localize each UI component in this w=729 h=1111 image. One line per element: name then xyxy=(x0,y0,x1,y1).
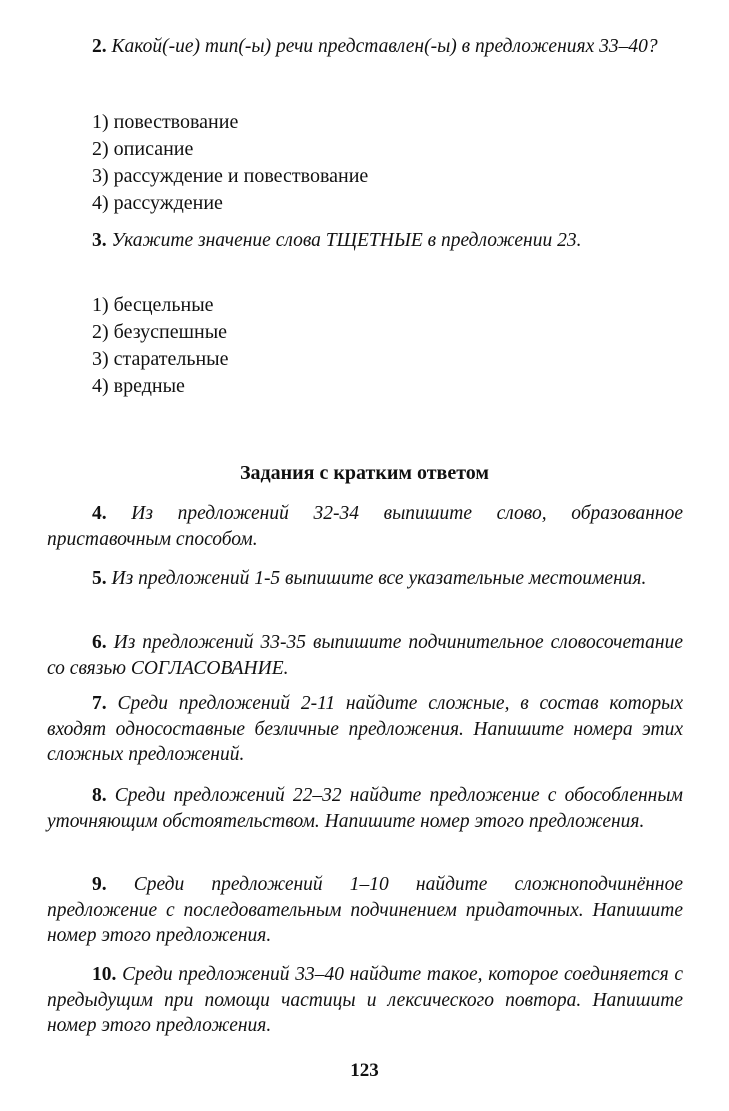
task-8 xyxy=(47,783,683,834)
option: 3) рассуждение и повествование xyxy=(92,165,369,187)
task-6 xyxy=(47,630,683,681)
question-text: Какой(-ие) тип(-ы) речи представлен(-ы) в предложениях 33–40? xyxy=(111,36,658,57)
task-7 xyxy=(47,691,683,768)
task-3-options xyxy=(92,292,229,400)
task-number: 6. xyxy=(92,632,107,653)
task-number: 4. xyxy=(92,503,107,524)
task-number: 2. xyxy=(92,36,107,57)
question-text: Среди предложений 1–10 найдите сложноподчинённое предложение с последовательным подчинением придаточных. Напишите номер этого предложения. xyxy=(47,874,684,946)
task-number: 10. xyxy=(92,964,117,985)
question-text: Среди предложений 2-11 найдите сложные, в состав которых входят односоставные безличные предложения. Напишите номера этих сложных предложений. xyxy=(47,693,684,765)
section-heading: Задания с кратким ответом xyxy=(239,462,490,484)
question-text: Из предложений 1-5 выпишите все указательные местоимения. xyxy=(111,568,647,589)
task-3-question xyxy=(47,228,683,254)
task-2-options xyxy=(92,109,368,217)
question-text: Среди предложений 22–32 найдите предложение с обособленным уточняющим обстоятельством. Напишите номер этого предложения. xyxy=(47,785,683,832)
option: 2) описание xyxy=(92,138,194,160)
task-5 xyxy=(47,566,683,592)
question-text: Из предложений 33-35 выпишите подчинительное словосочетание со связью СОГЛАСОВАНИЕ. xyxy=(47,632,683,679)
option: 1) бесцельные xyxy=(92,294,214,316)
task-number: 5. xyxy=(92,568,107,589)
task-2-question xyxy=(47,34,683,60)
question-text: Из предложений 32-34 выпишите слово, образованное приставочным способом. xyxy=(47,503,683,550)
task-10 xyxy=(47,962,683,1039)
option: 1) повествование xyxy=(92,111,239,133)
option: 2) безуспешные xyxy=(92,321,228,343)
task-number: 8. xyxy=(92,785,107,806)
option: 3) старательные xyxy=(92,348,229,370)
question-text: Среди предложений 33–40 найдите такое, которое соединяется с предыдущим при помощи частицы и лексического повтора. Напишите номер этого предложения. xyxy=(47,964,683,1036)
option: 4) рассуждение xyxy=(92,192,223,214)
task-number: 9. xyxy=(92,874,107,895)
page-number: 123 xyxy=(350,1060,379,1081)
task-number: 7. xyxy=(92,693,107,714)
task-9 xyxy=(47,872,683,949)
task-4 xyxy=(47,501,683,552)
task-number: 3. xyxy=(92,230,107,251)
option: 4) вредные xyxy=(92,375,185,397)
question-text: Укажите значение слова ТЩЕТНЫЕ в предложении 23. xyxy=(111,230,582,251)
